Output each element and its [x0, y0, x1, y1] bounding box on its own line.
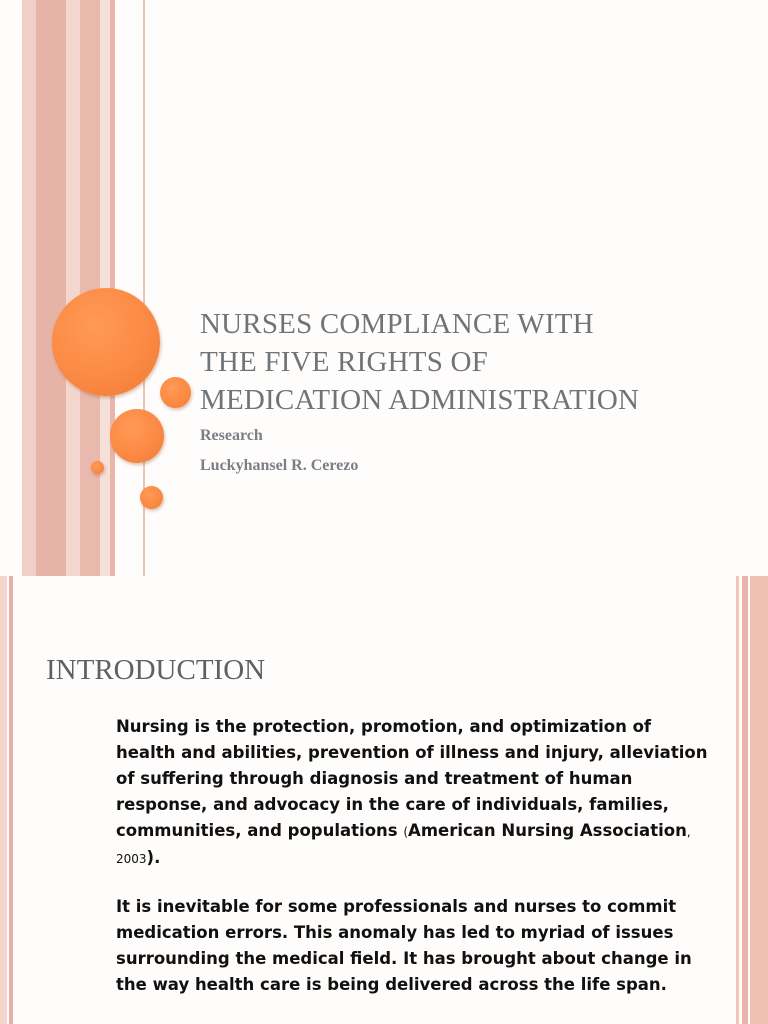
- intro-paragraph: [116, 714, 716, 872]
- orange-circle-tiny: [91, 461, 104, 474]
- citation-close: ).: [146, 848, 161, 867]
- stripe-decoration: [750, 576, 768, 1024]
- author-name: Luckyhansel R. Cerezo: [200, 457, 359, 474]
- stripe-decoration: [66, 0, 80, 576]
- orange-circle-small: [140, 486, 163, 509]
- stripe-decoration: [742, 576, 748, 1024]
- citation-year: , 2003: [116, 825, 691, 866]
- citation-source: American Nursing Association: [408, 821, 687, 840]
- intro-paragraph: It is inevitable for some professionals and nurses to commit medication errors. This anomaly has led to myriad of issues surrounding the medical field. It has brought about change in the way health care is being delivered across the life span.: [116, 897, 692, 994]
- paragraph-text: Nursing is the protection, promotion, and optimization of health and abilities, prevention of illness and injury, alleviation of suffering through diagnosis and treatment of human response, and advocacy in the care of individuals, families, communities, and populations: [116, 717, 708, 840]
- title-line: THE FIVE RIGHTS OF: [200, 346, 488, 378]
- orange-circle-medium: [110, 409, 164, 463]
- slide-title: [200, 305, 740, 419]
- stripe-decoration: [736, 576, 739, 1024]
- orange-circle-small: [160, 377, 191, 408]
- citation-open: (: [403, 825, 409, 839]
- title-line: NURSES COMPLIANCE WITH: [200, 308, 594, 340]
- slide-subtitle: Research: [200, 427, 263, 444]
- stripe-decoration: [9, 576, 13, 1024]
- orange-circle-large: [52, 288, 160, 396]
- stripe-decoration: [36, 0, 66, 576]
- introduction-slide: [0, 576, 768, 1024]
- stripe-decoration: [0, 576, 7, 1024]
- section-heading: INTRODUCTION: [46, 654, 266, 686]
- stripe-decoration: [22, 0, 36, 576]
- title-line: MEDICATION ADMINISTRATION: [200, 384, 640, 416]
